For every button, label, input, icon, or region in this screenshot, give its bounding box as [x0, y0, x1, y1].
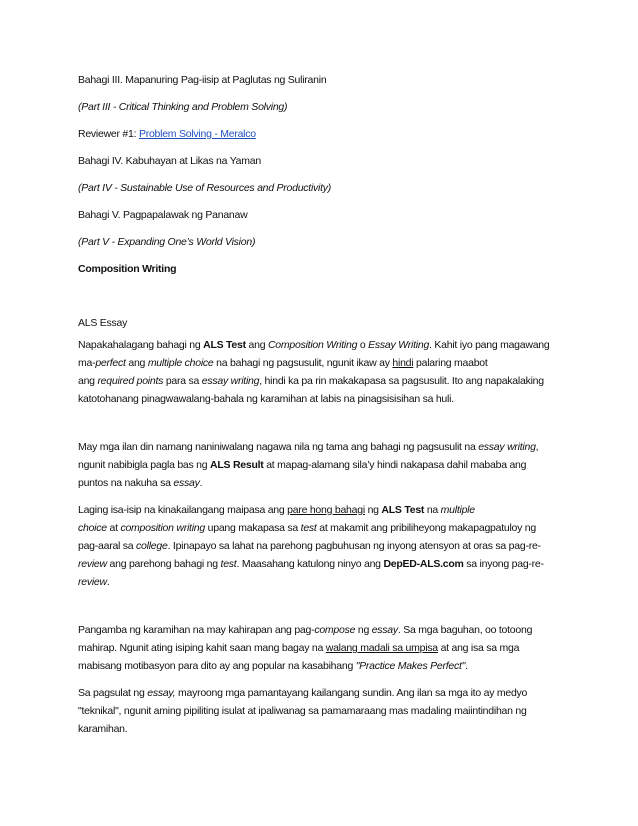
text-run: ,	[535, 441, 539, 453]
text-run: .	[106, 576, 110, 588]
text-run: para sa	[163, 375, 202, 387]
text-run: .	[199, 477, 203, 489]
text-run: required points	[97, 375, 164, 387]
text-run: . Maasahang katulong ninyo ang	[236, 558, 384, 570]
text-run: pag-aaral sa	[78, 540, 137, 552]
text-run: compose	[314, 624, 356, 636]
text-run: sa inyong pag-re-	[463, 558, 544, 570]
text-run: at mapag-alamang sila’y hindi nakapasa dahil mababa ang	[263, 459, 527, 471]
section-heading-bahagi-v: Bahagi V. Pagpapalawak ng Pananaw	[78, 209, 248, 221]
paragraph-4-line-2	[78, 642, 519, 655]
text-run: choice	[78, 522, 107, 534]
text-run: mahirap. Ngunit ating isiping kahit saan mang bagay na	[78, 642, 326, 654]
text-run: essay	[371, 624, 398, 636]
text-run: ALS Test	[203, 339, 246, 351]
section-subheading-part-iii: (Part III - Critical Thinking and Problem Solving)	[78, 101, 288, 113]
text-run: composition writing	[120, 522, 205, 534]
text-run: review	[78, 576, 107, 588]
section-subheading-part-iv: (Part IV - Sustainable Use of Resources and Productivity)	[78, 182, 332, 194]
text-run: , hindi ka pa rin makakapasa sa pagsusulit. Ito ang napakalaking	[259, 375, 544, 387]
text-run: na	[424, 504, 441, 516]
text-run: upang makapasa sa	[205, 522, 301, 534]
text-run: college	[136, 540, 168, 552]
text-run: na bahagi ng pagsusulit, ngunit ikaw ay	[213, 357, 393, 369]
text-run: palaring maabot	[413, 357, 488, 369]
paragraph-5-line-2: "teknikal", ngunit aming pipiliting isulat at ipaliwanag sa pamamaraang mas madaling maiintindihan ng	[78, 705, 527, 717]
paragraph-4-line-3	[78, 660, 468, 673]
paragraph-2-line-2	[78, 459, 526, 472]
reviewer-label: Reviewer #1:	[78, 128, 139, 140]
text-run: perfect	[95, 357, 126, 369]
paragraph-3-line-4	[78, 558, 544, 571]
paragraph-5-line-3: karamihan.	[78, 723, 128, 735]
text-run: Pangamba ng karamihan na may kahirapan ang pag-	[78, 624, 315, 636]
text-run: mabisang motibasyon para dito ay ang popular na kasabihang	[78, 660, 356, 672]
text-run: o	[357, 339, 369, 351]
text-run: Laging isa-isip na kinakailangang maipasa ang	[78, 504, 288, 516]
text-run: essay writing	[201, 375, 260, 387]
paragraph-1-line-4: katotohanang pinagwawalang-bahala ng karamihan at labis na pinagsisisihan sa huli.	[78, 393, 454, 405]
text-run: . Ipinapayo sa lahat na parehong pagbuhusan ng inyong atensyon at oras sa pag-re-	[167, 540, 541, 552]
reviewer-link[interactable]: Problem Solving - Meralco	[138, 128, 256, 140]
text-run: puntos na nakuha sa	[78, 477, 174, 489]
paragraph-3-line-5	[78, 576, 110, 589]
section-subheading-part-v: (Part V - Expanding One’s World Vision)	[78, 236, 256, 248]
text-run: ngunit nabibigla pagla bas ng	[78, 459, 211, 471]
text-run: pare hong bahagi	[287, 504, 365, 516]
text-run: "Practice Makes Perfect"	[355, 660, 466, 672]
text-run: Napakahalagang bahagi ng	[78, 339, 204, 351]
text-run: test	[220, 558, 237, 570]
paragraph-2-line-1	[78, 441, 538, 454]
paragraph-3-line-3	[78, 540, 541, 553]
reviewer-line	[78, 128, 256, 141]
text-run: ang	[78, 375, 98, 387]
text-run: ALS Test	[381, 504, 425, 516]
text-run: essay writing	[478, 441, 536, 453]
paragraph-5-line-1	[78, 687, 527, 700]
paragraph-4-line-1	[78, 624, 532, 637]
text-run: at makamit ang pribiliheyong makapagpatuloy ng	[316, 522, 536, 534]
paragraph-3-line-1	[78, 504, 475, 517]
text-run: essay,	[147, 687, 176, 699]
text-run: ng	[364, 504, 382, 516]
text-run: ng	[355, 624, 372, 636]
text-run: Composition Writing	[267, 339, 358, 351]
text-run: test	[300, 522, 317, 534]
paragraph-1-line-2	[78, 357, 488, 370]
text-run: at	[106, 522, 121, 534]
section-heading-bahagi-iii: Bahagi III. Mapanuring Pag-iisip at Paglutas ng Suliranin	[78, 74, 327, 86]
paragraph-1-line-3	[78, 375, 544, 388]
composition-writing-heading: Composition Writing	[78, 263, 177, 275]
text-run: Essay Writing	[368, 339, 430, 351]
text-run: May mga ilan din namang naniniwalang nagawa nila ng tama ang bahagi ng pagsusulit na	[78, 441, 479, 453]
paragraph-2-line-3	[78, 477, 202, 490]
text-run: ang	[245, 339, 268, 351]
text-run: . Kahit iyo pang magawang	[429, 339, 550, 351]
text-run: ma-	[78, 357, 96, 369]
text-run: multiple	[440, 504, 475, 516]
text-run: review	[78, 558, 107, 570]
text-run: multiple choice	[147, 357, 214, 369]
text-run: at ang isa sa mga	[437, 642, 520, 654]
text-run: hindi	[392, 357, 414, 369]
text-run: essay	[173, 477, 200, 489]
paragraph-3-line-2	[78, 522, 536, 535]
text-run: ALS Result	[210, 459, 264, 471]
text-run: .	[465, 660, 468, 672]
text-run: ang	[125, 357, 148, 369]
paragraph-1-line-1	[78, 339, 549, 352]
text-run: Sa pagsulat ng	[78, 687, 148, 699]
text-run: mayroong mga pamantayang kailangang sundin. Ang ilan sa mga ito ay medyo	[175, 687, 528, 699]
als-essay-title: ALS Essay	[78, 317, 128, 329]
text-run: ang parehong bahagi ng	[106, 558, 221, 570]
text-run: walang madali sa umpisa	[325, 642, 438, 654]
text-run: . Sa mga baguhan, oo totoong	[397, 624, 533, 636]
section-heading-bahagi-iv: Bahagi IV. Kabuhayan at Likas na Yaman	[78, 155, 261, 167]
text-run: DepED-ALS.com	[383, 558, 464, 570]
